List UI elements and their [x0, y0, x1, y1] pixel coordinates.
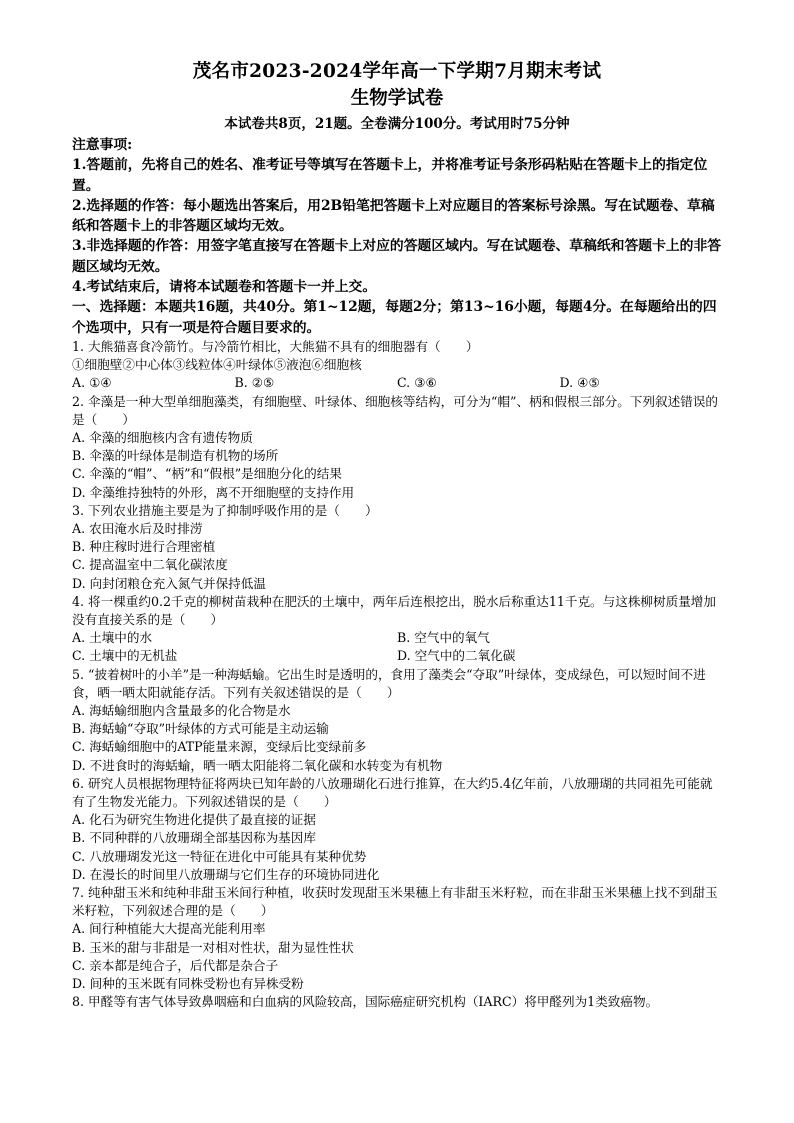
option-d: D. 不进食时的海蛞蝓，晒一晒太阳能将二氧化碳和水转变为有机物 [72, 757, 443, 773]
option-c: C. 海蛞蝓细胞中的ATP能量来源，变绿后比变绿前多 [72, 739, 367, 755]
option-c: C. 土壤中的无机盐 [72, 648, 178, 664]
option-b: B. ②⑤ [234, 375, 275, 391]
question-1-items: ①细胞壁②中心体③线粒体④叶绿体⑤液泡⑥细胞核 [72, 357, 362, 373]
exam-page [72, 58, 722, 1011]
question-3-stem: 3. 下列农业措施主要是为了抑制呼吸作用的是（ ） [72, 502, 378, 518]
question-1-options [72, 374, 722, 392]
note-item: 4.考试结束后，请将本试题卷和答题卡一并上交。 [72, 279, 377, 296]
option-a: A. 土壤中的水 [72, 630, 153, 646]
option-d: D. 向封闭粮仓充入氮气并保持低温 [72, 575, 266, 591]
question-4-stem: 4. 将一棵重约0.2千克的柳树苗栽种在肥沃的土壤中，两年后连根挖出，脱水后称重达11千克。与这株柳树质量增加没有直接关系的是（ ） [72, 593, 716, 628]
option-c: C. ③⑥ [397, 375, 437, 391]
question-8-stem: 8. 甲醛等有害气体导致鼻咽癌和白血病的风险较高，国际癌症研究机构（IARC）将甲醛列为1类致癌物。 [72, 994, 659, 1010]
option-d: D. 间种的玉米既有同株受粉也有异株受粉 [72, 976, 304, 992]
section-heading: 一、选择题：本题共16题，共40分。第1~12题，每题2分；第13~16小题，每题4分。在每题给出的四个选项中，只有一项是符合题目要求的。 [72, 299, 717, 336]
option-c: C. 八放珊瑚发光这一特征在进化中可能具有某种优势 [72, 848, 367, 864]
question-4-options-row2 [72, 647, 722, 665]
option-a: A. 化石为研究生物进化提供了最直接的证据 [72, 812, 316, 828]
note-item: 1.答题前，先将自己的姓名、准考证号等填写在答题卡上，并将准考证号条形码粘贴在答题卡上的指定位置。 [72, 157, 708, 194]
option-b: B. 海蛞蝓“夺取”叶绿体的方式可能是主动运输 [72, 721, 329, 737]
option-d: D. 空气中的二氧化碳 [397, 648, 516, 664]
exam-title: 茂名市2023-2024学年高一下学期7月期末考试 [192, 61, 602, 82]
option-b: B. 空气中的氧气 [397, 630, 490, 646]
question-6-stem: 6. 研究人员根据物理特征将两块已知年龄的八放珊瑚化石进行推算，在大约5.4亿年前，八放珊瑚的共同祖先可能就有了生物发光能力。下列叙述错误的是（ ） [72, 775, 713, 810]
option-c: C. 提高温室中二氧化碳浓度 [72, 557, 228, 573]
question-2-stem: 2. 伞藻是一种大型单细胞藻类，有细胞壁、叶绿体、细胞核等结构，可分为“帽”、柄和假根三部分。下列叙述错误的是（ ） [72, 393, 718, 427]
option-b: B. 伞藻的叶绿体是制造有机物的场所 [72, 448, 279, 464]
option-d: D. ④⑤ [559, 375, 600, 391]
question-7-stem: 7. 纯种甜玉米和纯种非甜玉米间行种植，收获时发现甜玉米果穗上有非甜玉米籽粒，而在非甜玉米果穗上找不到甜玉米籽粒，下列叙述合理的是（ ） [72, 885, 718, 919]
question-4-options-row1 [72, 629, 722, 647]
option-d: D. 在漫长的时间里八放珊瑚与它们生存的环境协同进化 [72, 866, 380, 882]
question-5-stem: 5. “披着树叶的小羊”是一种海蛞蝓。它出生时是透明的，食用了藻类会“夺取”叶绿体，变成绿色，可以短时间不进食，晒一晒太阳就能存活。下列有关叙述错误的是（ ） [72, 666, 706, 700]
exam-meta: 本试卷共8页，21题。全卷满分100分。考试用时75分钟 [224, 116, 570, 132]
option-d: D. 伞藻维持独特的外形，离不开细胞壁的支持作用 [72, 484, 355, 500]
option-a: A. 海蛞蝓细胞内含量最多的化合物是水 [72, 703, 291, 719]
note-item: 3.非选择题的作答：用签字笔直接写在答题卡上对应的答题区域内。写在试题卷、草稿纸和答题卡上的非答题区域均无效。 [72, 238, 722, 275]
option-a: A. 间行种植能大大提高光能利用率 [72, 921, 266, 937]
option-c: C. 亲本都是纯合子，后代都是杂合子 [72, 957, 279, 973]
option-a: A. 农田淹水后及时排涝 [72, 521, 203, 536]
option-a: A. 伞藻的细胞核内含有遗传物质 [72, 429, 253, 445]
note-item: 2.选择题的作答：每小题选出答案后，用2B铅笔把答题卡上对应题目的答案标号涂黑。写在试题卷、草稿纸和答题卡上的非答题区域均无效。 [72, 197, 715, 235]
option-a: A. ①④ [72, 375, 112, 391]
exam-subtitle: 生物学试卷 [350, 88, 444, 109]
option-c: C. 伞藻的“帽”、“柄”和“假根”是细胞分化的结果 [72, 466, 342, 482]
question-1-stem: 1. 大熊猫喜食冷箭竹。与冷箭竹相比，大熊猫不具有的细胞器有（ ） [72, 338, 479, 354]
option-b: B. 玉米的甜与非甜是一对相对性状，甜为显性性状 [72, 939, 354, 955]
option-b: B. 种庄稼时进行合理密植 [72, 539, 216, 555]
option-b: B. 不同种群的八放珊瑚全部基因称为基因库 [72, 830, 316, 846]
notes-heading: 注意事项: [72, 137, 133, 153]
